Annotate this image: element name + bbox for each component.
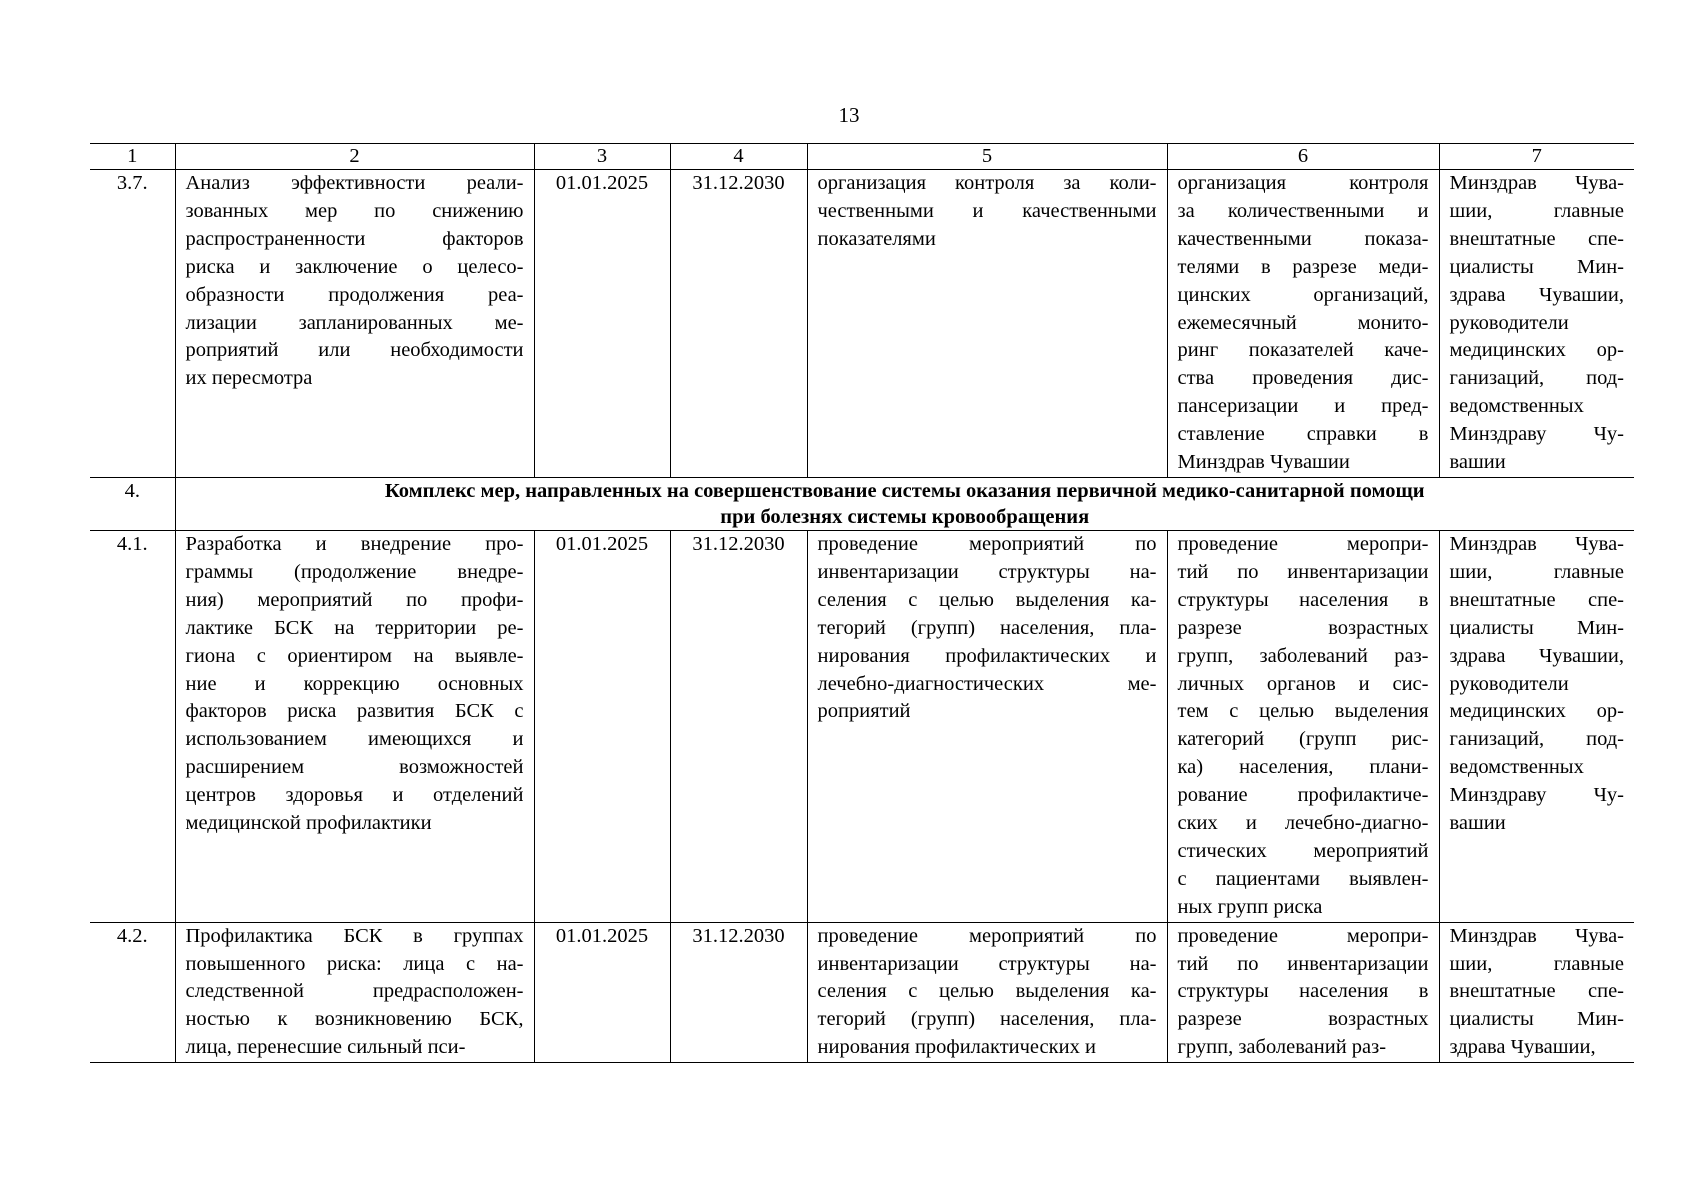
text-line: лица, перенесшие сильный пси- — [185, 1036, 466, 1059]
start-date: 01.01.2025 — [534, 530, 670, 922]
text-line: разрезе возрастных — [1177, 616, 1429, 639]
text-line: проведение меропри- — [1177, 924, 1429, 947]
table-row — [90, 170, 1634, 478]
text-line: ния) мероприятий по профи- — [185, 588, 524, 611]
section-number: 4. — [90, 477, 175, 530]
text-line: распространенности факторов — [185, 227, 524, 250]
text-line: ведомственных — [1449, 395, 1584, 418]
text-line: Минздрав Чува- — [1449, 924, 1624, 947]
section-row — [90, 477, 1634, 530]
text-line: циалисты Мин- — [1449, 255, 1624, 278]
text-line: цинских организаций, — [1177, 283, 1429, 306]
column-number: 4 — [670, 144, 807, 170]
text-line: пансеризации и пред- — [1177, 395, 1429, 418]
text-line: здрава Чувашии, — [1449, 1036, 1596, 1059]
text-line: организация контроля — [1177, 172, 1429, 194]
text-line: ежемесячный монито- — [1177, 311, 1429, 334]
column-number-row — [90, 144, 1634, 170]
column-number: 5 — [807, 144, 1167, 170]
text-line: проведение мероприятий по — [817, 532, 1157, 555]
text-line: роприятий — [817, 700, 911, 723]
section-title — [175, 477, 1634, 530]
table-row — [90, 530, 1634, 922]
text-line: лизации запланированных ме- — [185, 311, 524, 334]
text-line: групп, заболеваний раз- — [1177, 644, 1429, 667]
text-line: ринг показателей каче- — [1177, 339, 1429, 362]
section-title-line: Комплекс мер, направленных на совершенствование системы оказания первичной медико-санитарной помощи — [384, 479, 1425, 502]
text-line: за количественными и — [1177, 199, 1429, 222]
table-row — [90, 922, 1634, 1063]
text-line: разрезе возрастных — [1177, 1008, 1429, 1031]
measure-description — [807, 530, 1167, 922]
text-line: структуры населения в — [1177, 588, 1429, 611]
end-date: 31.12.2030 — [670, 170, 807, 478]
text-line: роприятий или необходимости — [185, 339, 524, 362]
expected-result — [1167, 530, 1439, 922]
text-line: вашии — [1449, 451, 1506, 474]
column-number: 6 — [1167, 144, 1439, 170]
text-line: зованных мер по снижению — [185, 199, 524, 222]
text-line: качественными показа- — [1177, 227, 1429, 250]
text-line: здрава Чувашии, — [1449, 283, 1624, 306]
text-line: показателями — [817, 227, 936, 250]
column-number: 1 — [90, 144, 175, 170]
text-line: рование профилактиче- — [1177, 784, 1429, 807]
text-line: Профилактика БСК в группах — [185, 924, 524, 947]
text-line: стических мероприятий — [1177, 839, 1429, 862]
text-line: расширением возможностей — [185, 756, 524, 779]
text-line: вашии — [1449, 812, 1506, 835]
text-line: селения с целью выделения ка- — [817, 588, 1157, 611]
measures-table — [90, 143, 1634, 1063]
measure-name — [175, 922, 534, 1063]
text-line: проведение меропри- — [1177, 532, 1429, 555]
text-line: ние и коррекцию основных — [185, 672, 524, 695]
text-line: проведение мероприятий по — [817, 924, 1157, 947]
text-line: циалисты Мин- — [1449, 616, 1624, 639]
text-line: тегорий (групп) населения, пла- — [817, 616, 1157, 639]
expected-result — [1167, 170, 1439, 478]
text-line: руководители — [1449, 672, 1569, 695]
responsible-executors — [1439, 530, 1634, 922]
text-line: ства проведения дис- — [1177, 367, 1429, 390]
text-line: внештатные спе- — [1449, 227, 1624, 250]
responsible-executors — [1439, 170, 1634, 478]
text-line: нирования профилактических и — [817, 1036, 1096, 1059]
text-line: центров здоровья и отделений — [185, 784, 524, 807]
text-line: шии, главные — [1449, 199, 1624, 222]
text-line: категорий (групп рис- — [1177, 728, 1429, 751]
text-line: следственной предрасположен- — [185, 980, 524, 1003]
text-line: внештатные спе- — [1449, 980, 1624, 1003]
text-line: тий по инвентаризации — [1177, 952, 1429, 975]
text-line: ных групп риска — [1177, 895, 1323, 918]
text-line: ка) населения, плани- — [1177, 756, 1429, 779]
section-title-line: при болезнях системы кровообращения — [720, 505, 1090, 528]
text-line: медицинской профилактики — [185, 812, 432, 835]
text-line: образности продолжения реа- — [185, 283, 524, 306]
text-line: тегорий (групп) населения, пла- — [817, 1008, 1157, 1031]
end-date: 31.12.2030 — [670, 922, 807, 1063]
text-line: личных органов и сис- — [1177, 672, 1429, 695]
measure-description — [807, 922, 1167, 1063]
text-line: тем с целью выделения — [1177, 700, 1429, 723]
measure-name — [175, 170, 534, 478]
row-number: 3.7. — [90, 170, 175, 478]
text-line: внештатные спе- — [1449, 588, 1624, 611]
text-line: инвентаризации структуры на- — [817, 952, 1157, 975]
measure-name — [175, 530, 534, 922]
text-line: ганизаций, под- — [1449, 367, 1624, 390]
text-line: повышенного риска: лица с на- — [185, 952, 524, 975]
text-line: с пациентами выявлен- — [1177, 867, 1429, 890]
text-line: Минздрав Чува- — [1449, 532, 1624, 555]
row-number: 4.1. — [90, 530, 175, 922]
text-line: лечебно-диагностических ме- — [817, 672, 1157, 695]
text-line: ведомственных — [1449, 756, 1584, 779]
column-number: 3 — [534, 144, 670, 170]
text-line: гиона с ориентиром на выявле- — [185, 644, 524, 667]
text-line: структуры населения в — [1177, 980, 1429, 1003]
responsible-executors — [1439, 922, 1634, 1063]
start-date: 01.01.2025 — [534, 922, 670, 1063]
text-line: шии, главные — [1449, 952, 1624, 975]
text-line: Разработка и внедрение про- — [185, 532, 524, 555]
text-line: организация контроля за коли- — [817, 172, 1157, 194]
text-line: нирования профилактических и — [817, 644, 1157, 667]
text-line: граммы (продолжение внедре- — [185, 560, 524, 583]
text-line: групп, заболеваний раз- — [1177, 1036, 1387, 1059]
text-line: Анализ эффективности реали- — [185, 172, 524, 194]
text-line: чественными и качественными — [817, 199, 1157, 222]
text-line: тий по инвентаризации — [1177, 560, 1429, 583]
text-line: ставление справки в — [1177, 423, 1429, 446]
text-line: Минздраву Чу- — [1449, 784, 1624, 807]
text-line: риска и заключение о целесо- — [185, 255, 524, 278]
text-line: Минздрав Чува- — [1449, 172, 1624, 194]
text-line: лактике БСК на территории ре- — [185, 616, 524, 639]
text-line: инвентаризации структуры на- — [817, 560, 1157, 583]
text-line: медицинских ор- — [1449, 339, 1624, 362]
page-number: 13 — [838, 103, 860, 127]
end-date: 31.12.2030 — [670, 530, 807, 922]
start-date: 01.01.2025 — [534, 170, 670, 478]
text-line: ских и лечебно-диагно- — [1177, 812, 1429, 835]
column-number: 2 — [175, 144, 534, 170]
text-line: ностью к возникновению БСК, — [185, 1008, 524, 1031]
measure-description — [807, 170, 1167, 478]
text-line: их пересмотра — [185, 367, 313, 390]
text-line: Минздрав Чувашии — [1177, 451, 1350, 474]
text-line: факторов риска развития БСК с — [185, 700, 524, 723]
expected-result — [1167, 922, 1439, 1063]
column-number: 7 — [1439, 144, 1634, 170]
text-line: Минздраву Чу- — [1449, 423, 1624, 446]
text-line: использованием имеющихся и — [185, 728, 524, 751]
text-line: медицинских ор- — [1449, 700, 1624, 723]
text-line: ганизаций, под- — [1449, 728, 1624, 751]
text-line: шии, главные — [1449, 560, 1624, 583]
text-line: здрава Чувашии, — [1449, 644, 1624, 667]
text-line: телями в разрезе меди- — [1177, 255, 1429, 278]
text-line: селения с целью выделения ка- — [817, 980, 1157, 1003]
text-line: руководители — [1449, 311, 1569, 334]
row-number: 4.2. — [90, 922, 175, 1063]
text-line: циалисты Мин- — [1449, 1008, 1624, 1031]
